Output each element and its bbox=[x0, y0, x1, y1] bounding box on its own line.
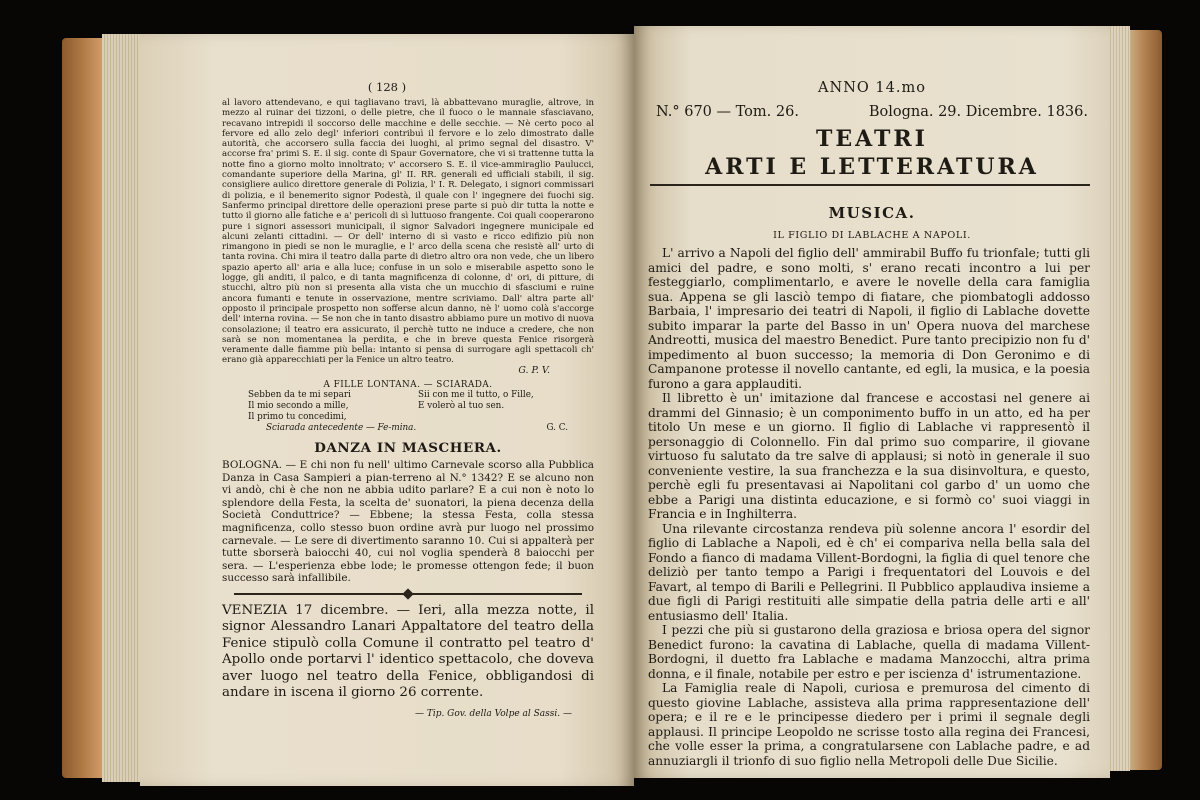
venezia-text: VENEZIA 17 dicembre. — Ieri, alla mezza notte, il signor Alessandro Lanari Appaltatore del teatro della Fenice stipulò colla Comune il contratto pel teatro d' Apollo onde portarvi l' identico spettacolo, che doveva aver luogo nel teatro della Fenice, obbligandosi di andare in iscena il giorno 26 corrente. bbox=[222, 602, 594, 700]
page-edges-left bbox=[102, 34, 142, 782]
masthead-rule bbox=[650, 184, 1090, 186]
signature-gpv: G. P. V. bbox=[518, 364, 550, 376]
open-book bbox=[62, 20, 1162, 790]
year-label: ANNO 14.mo bbox=[818, 80, 926, 96]
verse-line: Sebben da te mi separi bbox=[248, 390, 351, 401]
verse-line bbox=[408, 412, 568, 423]
masthead-line bbox=[656, 104, 1088, 120]
article-subtitle: IL FIGLIO DI LABLACHE A NAPOLI. bbox=[773, 230, 971, 241]
article-body bbox=[648, 246, 1090, 768]
issue-date: Bologna. 29. Dicembre. 1836. bbox=[868, 104, 1088, 120]
page-number: ( 128 ) bbox=[367, 80, 407, 94]
left-text-column bbox=[222, 98, 594, 719]
article-paragraph: Il libretto è un' imitazione dal francese e accostasi nel genere ai drammi del Ginnasio; è un componimento buffo in un atto, ed ha per titolo Un mese e un giorno. Il figlio di Lablache vi rappresentò il personaggio di Colonnello. Fin dal primo suo comparire, il giovane virtuoso fu salutato da tre salve di applausi; si notò in generale il suo conveniente vestire, la sua franchezza e la sua disinvoltura, e questo, perchè egli fu presentavasi ai Napolitani col garbo d' un uomo che ebbe a Parigi una distinta educazione, e si formò co' suoi viaggi in Francia e in Inghilterra. bbox=[648, 391, 1090, 521]
sciarada-solution: Sciarada antecedente — Fe-mina. bbox=[266, 423, 417, 434]
section-title: MUSICA. bbox=[828, 204, 916, 222]
article-paragraph: Una rilevante circostanza rendeva più solenne ancora l' esordir del figlio di Lablache a Napoli, ed è ch' ei compariva nella bella sala del Fondo a fianco di madama Villent-Bordogni, la figlia di quel tenore che deliziò per tanto tempo a Parigi i frequentatori del Louvois e del Favart, al tempo di Barili e Pellegrini. Il Pubblico applaudiva insieme a due figli di Parigi restituiti alle simpatie della patria delle arti e all' entusiasmo dell' Italia. bbox=[648, 521, 1090, 623]
verse-line: Il primo tu concedimi, bbox=[248, 412, 347, 423]
fire-report-text: al lavoro attendevano, e qui tagliavano travi, là abbattevano muraglie, altrove, in mezzo al ruinar dei tizzoni, o delle pietre, che il fuoco o le mannaie sfasciavano, recavano intrepidi il soccorso delle macchine e delle secchie. — Nè certo poco al fervore ed allo zelo degl' inferiori contribuì il fervore e lo zelo dimostrato dalle autorità, che accorsero sulla faccia dei luoghi, al primo segnal del disastro. V' accorse fra' primi S. E. il sig. conte di Spaur Governatore, che vi si trattenne tutta la notte fino a giorno molto innoltrato; v' accorsero S. E. il vice-ammiraglio Paulucci, comandante superiore della Marina, gl' II. RR. generali ed ufficiali stabili, il sig. consigliere aulico direttore generale di Polizia, l' I. R. Delegato, i signori commissari di polizia, e il benemerito signor Podestà, il quale con l' ingegnere dei fuochi sig. Sanfermo principal direttore delle operazioni prese parte si può dir tutta la notte e tutto il giorno alle fatiche e a' pericoli di sì luttuoso frangente. Coi quali cooperarono pure i signori assessori municipali, il signor Salvadori ingegnere municipale ed alcuni zelanti cittadini. — Or dell' interno di sì vasto e ricco edifizio più non rimangono in piedi se non le muraglie, e l' arco della scena che resistè all' urto di tanta rovina. Chi mira il teatro dalla parte di dietro altro ora non vede, che un libero spazio aperto all' aria e alla luce; confuse in un solo e miserabile aspetto sono le logge, gli anditi, il palco, e di tanta magnificenza di colonne, d' ori, di pitture, di stucchi, altro più non si presenta alla vista che un mucchio di sfasciumi e ruine ancora fumanti e tenute in osservazione, mentre scriviamo. Dall' altra parte all' opposto il principale prospetto non sofferse alcun danno, nè l' uomo colà s'accorge dell' interna rovina. — Se non che in tanto disastro abbiamo pure un motivo di nuova consolazione; il teatro era assicurato, il perchè tutto ne induce a credere, che non sarà se non momentanea la perdita, e che in breve questa Fenice risorgerà veramente dalle fiamme più bella: intanto si pensa di surrogare agli spettacoli ch' erano già apparecchiati per la Fenice un altro teatro. bbox=[222, 98, 594, 366]
signature-gc: G. C. bbox=[546, 423, 568, 434]
issue-number: N.° 670 — Tom. 26. bbox=[656, 104, 799, 120]
printer-imprint: — Tip. Gov. della Volpe al Sassi. — bbox=[414, 709, 572, 720]
sciarada-title: A FILLE LONTANA. — SCIARADA. bbox=[323, 380, 493, 391]
danza-text: BOLOGNA. — E chi non fu nell' ultimo Carnevale scorso alla Pubblica Danza in Casa Sampieri a pian-terreno al N.° 1342? E se alcuno non vi andò, chi è che non ne abbia udito parlare? E a cui non è noto lo splendore della Festa, la scelta de' suonatori, la piena decenza della Società Conduttrice? — Ebbene; la stessa Festa, colla stessa magnificenza, collo stesso buon ordine avrà pur luogo nel prossimo carnevale. — Le sere di divertimento saranno 10. Cui si appalterà per tutte sborserà baiocchi 40, cui nol voglia spenderà 8 baiocchi per sera. — L'esperienza ebbe lode; le promesse ottengon fede; il buon successo sarà infallibile. bbox=[222, 459, 594, 585]
right-page bbox=[634, 26, 1110, 778]
masthead-title-2: ARTI E LETTERATURA bbox=[705, 154, 1039, 180]
danza-title: DANZA IN MASCHERA. bbox=[314, 440, 502, 457]
masthead-title-1: TEATRI bbox=[816, 126, 928, 152]
left-page bbox=[140, 34, 634, 786]
article-paragraph: L' arrivo a Napoli del figlio dell' ammirabil Buffo fu trionfale; tutti gli amici del padre, e sono molti, s' erano recati incontro a lui per festeggiarlo, complimentarlo, e avere le novelle della cara famiglia sua. Appena se gli lasciò tempo di fiatare, che piombatogli addosso Barbaia, l' impresario dei teatri di Napoli, il figlio di Lablache dovette subito imparar la parte del Basso in un' Opera nuova del marchese Andreotti, musica del maestro Benedict. Pure tanto precipizio non fu d' impedimento al buon successo; la memoria di Don Geronimo e di Campanone protesse il novello cantante, ed egli, la musica, e la poesia furono a gara applauditi. bbox=[648, 246, 1090, 391]
ornamental-rule bbox=[234, 593, 582, 595]
sciarada-verse bbox=[222, 390, 594, 423]
sciarada-footer bbox=[222, 423, 594, 434]
article-paragraph: I pezzi che più si gustarono della graziosa e briosa opera del signor Benedict furono: la cavatina di Lablache, quella di madama Villent-Bordogni, il duetto fra Lablache e madama Manzocchi, altra prima donna, e il finale, notabile per estro e per iscienza d' istrumentazione. bbox=[648, 623, 1090, 681]
verse-line: E volerò al tuo sen. bbox=[418, 401, 505, 412]
verse-line: Sii con me il tutto, o Fille, bbox=[418, 390, 534, 401]
article-paragraph: La Famiglia reale di Napoli, curiosa e premurosa del cimento di questo giovine Lablache, assisteva alla prima rappresentazione dell' opera; e il re e le principesse diedero per i primi il segnale degli applausi. Il principe Leopoldo ne scrisse tosto alla regina dei Francesi, che volle esser la prima, a congratularsene con Lablache padre, e ad annuziargli il trionfo di suo figlio nella Metropoli delle Due Sicilie. bbox=[648, 681, 1090, 768]
verse-line: Il mio secondo a mille, bbox=[248, 401, 349, 412]
